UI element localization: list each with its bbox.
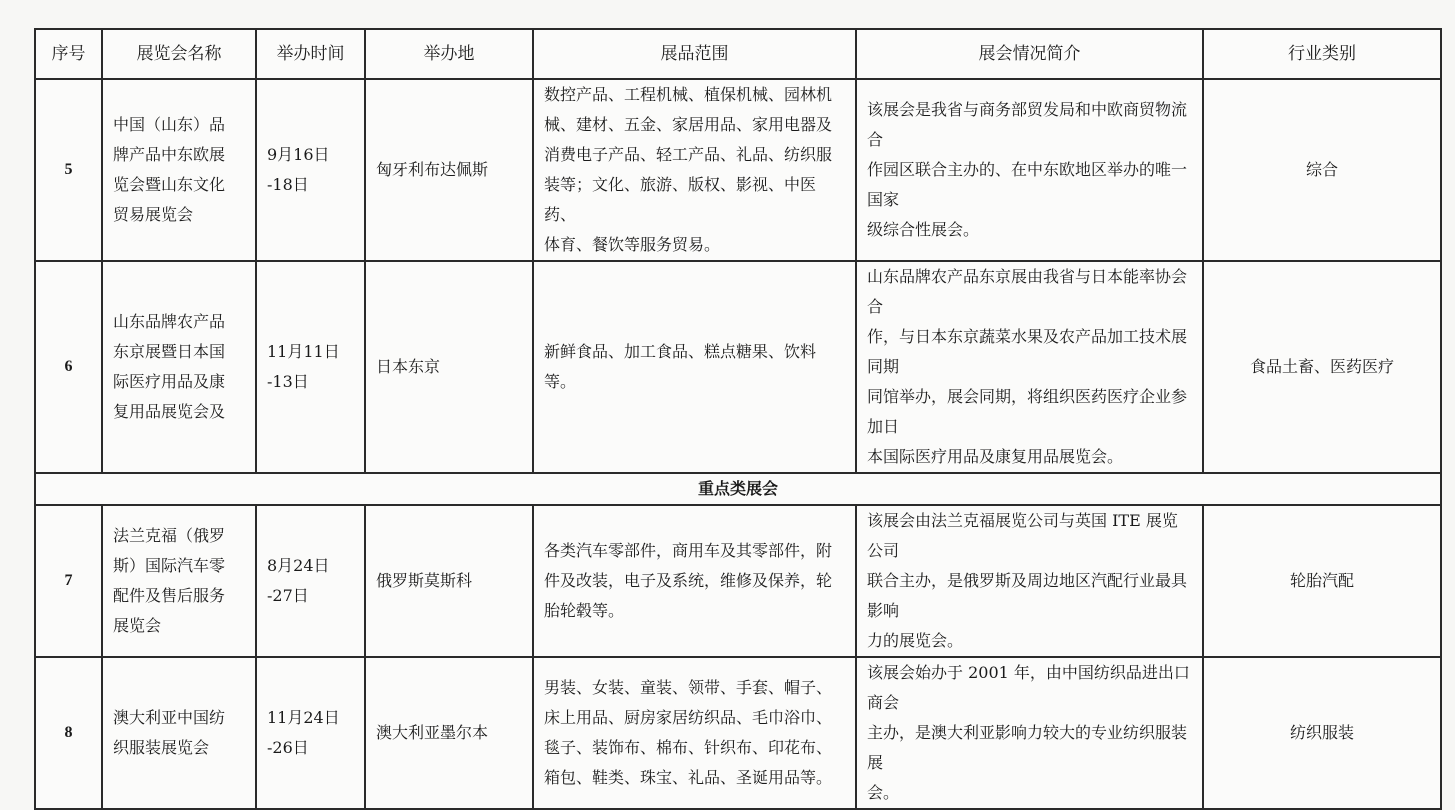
cell-place: 日本东京 xyxy=(365,261,533,473)
header-name: 展览会名称 xyxy=(102,29,256,79)
cell-no: 6 xyxy=(35,261,102,473)
header-time: 举办时间 xyxy=(256,29,365,79)
cell-industry: 轮胎汽配 xyxy=(1203,505,1441,657)
cell-time: 11月11日 -13日 xyxy=(256,261,365,473)
cell-name: 澳大利亚中国纺 织服装展览会 xyxy=(102,657,256,809)
header-row xyxy=(35,29,1441,79)
cell-place: 澳大利亚墨尔本 xyxy=(365,657,533,809)
cell-scope: 各类汽车零部件，商用车及其零部件，附 件及改装，电子及系统，维修及保养，轮 胎轮毂等。 xyxy=(533,505,856,657)
cell-intro: 该展会始办于 2001 年，由中国纺织品进出口商会 主办，是澳大利亚影响力较大的专业纺织服装展 会。 xyxy=(856,657,1203,809)
cell-name: 山东品牌农产品 东京展暨日本国 际医疗用品及康 复用品展览会及 xyxy=(102,261,256,473)
exhibition-table xyxy=(34,28,1442,810)
cell-place: 俄罗斯莫斯科 xyxy=(365,505,533,657)
cell-no: 7 xyxy=(35,505,102,657)
table-row xyxy=(35,505,1441,657)
cell-no: 8 xyxy=(35,657,102,809)
cell-intro: 该展会由法兰克福展览公司与英国 ITE 展览公司 联合主办，是俄罗斯及周边地区汽配行业最具影响 力的展览会。 xyxy=(856,505,1203,657)
header-industry: 行业类别 xyxy=(1203,29,1441,79)
section-row xyxy=(35,473,1441,505)
header-intro: 展会情况简介 xyxy=(856,29,1203,79)
cell-intro: 山东品牌农产品东京展由我省与日本能率协会合 作，与日本东京蔬菜水果及农产品加工技术展同期 同馆举办，展会同期，将组织医药医疗企业参加日 本国际医疗用品及康复用品展览会。 xyxy=(856,261,1203,473)
header-place: 举办地 xyxy=(365,29,533,79)
cell-name: 中国（山东）品 牌产品中东欧展 览会暨山东文化 贸易展览会 xyxy=(102,79,256,261)
cell-time: 8月24日 -27日 xyxy=(256,505,365,657)
cell-name: 法兰克福（俄罗 斯）国际汽车零 配件及售后服务 展览会 xyxy=(102,505,256,657)
header-no: 序号 xyxy=(35,29,102,79)
cell-industry: 纺织服装 xyxy=(1203,657,1441,809)
cell-time: 11月24日 -26日 xyxy=(256,657,365,809)
cell-scope: 男装、女装、童装、领带、手套、帽子、 床上用品、厨房家居纺织品、毛巾浴巾、 毯子、装饰布、棉布、针织布、印花布、 箱包、鞋类、珠宝、礼品、圣诞用品等。 xyxy=(533,657,856,809)
section-title: 重点类展会 xyxy=(35,473,1441,505)
header-scope: 展品范围 xyxy=(533,29,856,79)
cell-place: 匈牙利布达佩斯 xyxy=(365,79,533,261)
cell-industry: 食品土畜、医药医疗 xyxy=(1203,261,1441,473)
cell-time: 9月16日 -18日 xyxy=(256,79,365,261)
cell-industry: 综合 xyxy=(1203,79,1441,261)
cell-scope: 数控产品、工程机械、植保机械、园林机 械、建材、五金、家居用品、家用电器及 消费电子产品、轻工产品、礼品、纺织服 装等；文化、旅游、版权、影视、中医药、 体育、餐饮等服务贸易。 xyxy=(533,79,856,261)
table-row xyxy=(35,261,1441,473)
table-row xyxy=(35,657,1441,809)
cell-intro: 该展会是我省与商务部贸发局和中欧商贸物流合 作园区联合主办的、在中东欧地区举办的唯一国家 级综合性展会。 xyxy=(856,79,1203,261)
cell-scope: 新鲜食品、加工食品、糕点糖果、饮料等。 xyxy=(533,261,856,473)
table-row xyxy=(35,79,1441,261)
cell-no: 5 xyxy=(35,79,102,261)
